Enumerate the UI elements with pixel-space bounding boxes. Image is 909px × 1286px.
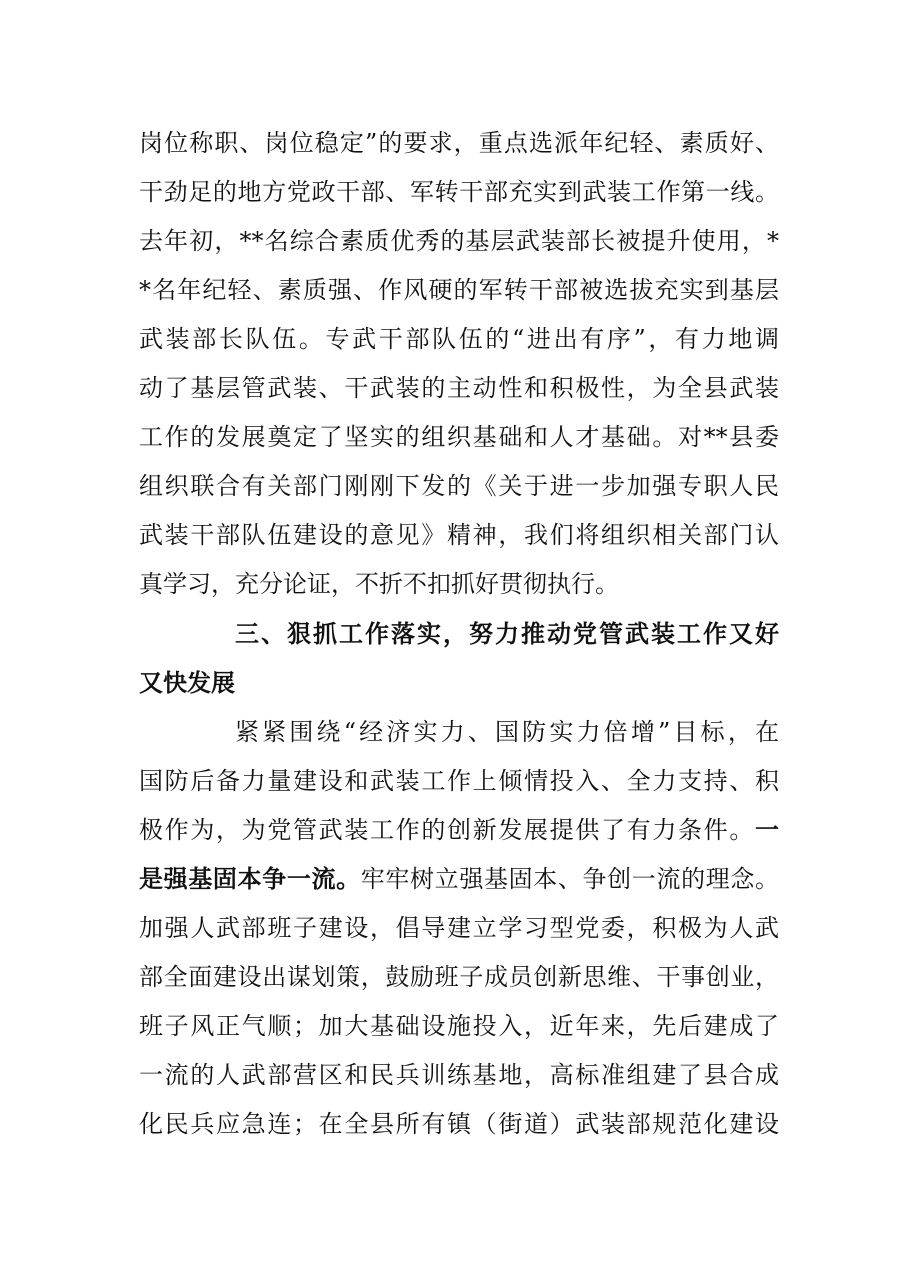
body-text-line: 加强人武部班子建设，倡导建立学习型党委，积极为人武: [139, 914, 779, 942]
body-text-line: 工作的发展奠定了坚实的组织基础和人才基础。对**县委: [139, 423, 779, 451]
body-text-run: 极作为，为党管武装工作的创新发展提供了有力条件。: [139, 816, 755, 844]
body-text-line-mixed: [139, 810, 779, 850]
body-text-line: 武装部长队伍。专武干部队伍的“进出有序”，有力地调: [139, 325, 779, 353]
body-text-line: 岗位称职、岗位稳定”的要求，重点选派年纪轻、素质好、: [139, 129, 779, 157]
body-text-line: 化民兵应急连；在全县所有镇（街道）武装部规范化建设: [139, 1110, 779, 1138]
bold-lead-run: 一: [755, 815, 779, 844]
body-text-line: 国防后备力量建设和武装工作上倾情投入、全力支持、积: [139, 767, 779, 795]
body-text-line: 部全面建设出谋划策，鼓励班子成员创新思维、干事创业，: [139, 963, 779, 991]
body-text-line: 真学习，充分论证，不折不扣抓好贯彻执行。: [139, 570, 619, 598]
body-text-line: 紧紧围绕“经济实力、国防实力倍增”目标，在: [235, 718, 779, 746]
body-text-line: 组织联合有关部门刚刚下发的《关于进一步加强专职人民: [139, 472, 779, 500]
body-text-line: 动了基层管武装、干武装的主动性和积极性，为全县武装: [139, 374, 779, 402]
bold-lead-run: 是强基固本争一流。: [139, 864, 361, 893]
body-text-run: 牢牢树立强基固本、争创一流的理念。: [360, 865, 780, 893]
body-text-line: 干劲足的地方党政干部、军转干部充实到武装工作第一线。: [139, 178, 779, 206]
body-text-line-mixed: [139, 859, 779, 899]
section-heading: 三、狠抓工作落实，努力推动党管武装工作又好: [235, 619, 779, 648]
section-heading-continuation: 又快发展: [139, 668, 235, 697]
body-text-line: 武装干部队伍建设的意见》精神，我们将组织相关部门认: [139, 521, 779, 549]
body-text-line: 去年初，**名综合素质优秀的基层武装部长被提升使用，*: [139, 227, 779, 255]
body-text-line: 一流的人武部营区和民兵训练基地，高标准组建了县合成: [139, 1061, 779, 1089]
body-text-line: 班子风正气顺；加大基础设施投入，近年来，先后建成了: [139, 1012, 779, 1040]
body-text-line: *名年纪轻、素质强、作风硬的军转干部被选拔充实到基层: [139, 276, 779, 304]
